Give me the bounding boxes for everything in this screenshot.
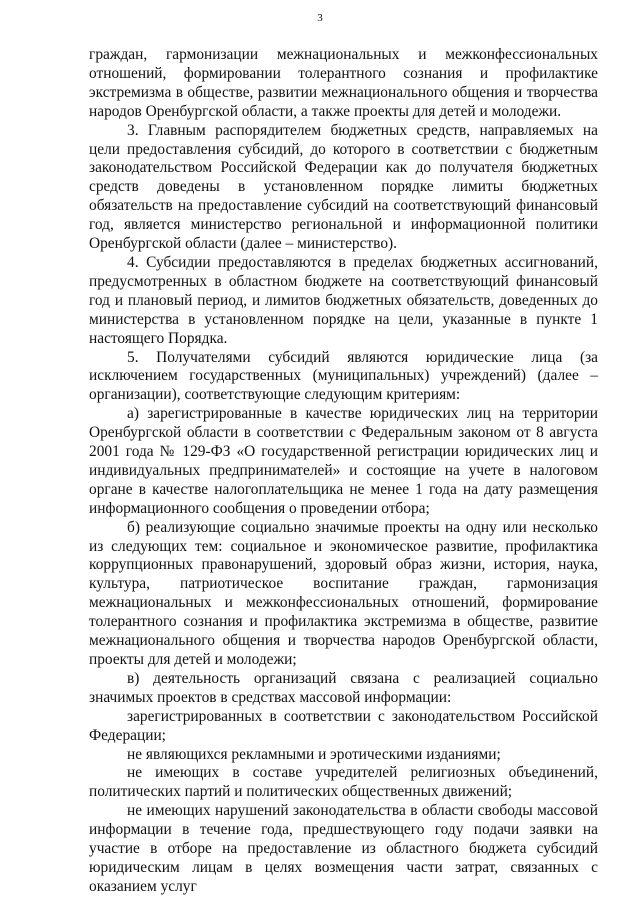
paragraph-subitem-v: в) деятельность организаций связана с реализацией социально значимых проектов в средствах массовой информации: bbox=[89, 669, 598, 706]
paragraph-item-5: 5. Получателями субсидий являются юридические лица (за исключением государственных (муниципальных) учреждений) (далее – организации), соответствующие следующим критериям: bbox=[89, 348, 598, 404]
paragraph-media-not-advertising: не являющихся рекламными и эротическими изданиями; bbox=[127, 745, 501, 763]
paragraph-continuation: граждан, гармонизации межнациональных и межконфессиональных отношений, формировании толерантного сознания и профилактике экстремизма в обществе, развитии межнационального общения и творчества народов Оренбургской области, а также проекты для детей и молодежи. bbox=[89, 46, 598, 120]
document-body bbox=[89, 46, 598, 897]
page-number: 3 bbox=[317, 12, 323, 24]
paragraph-media-no-violations: не имеющих нарушений законодательства в области свободы массовой информации в течение года, предшествующего году подачи заявки на участие в отборе на предоставление из областного бюджета субсидий юридическим лицам в целях возмещения части затрат, связанных с оказанием услуг bbox=[89, 802, 598, 895]
paragraph-media-no-religious-founders: не имеющих в составе учредителей религиозных объединений, политических партий и политических общественных движений; bbox=[89, 764, 598, 801]
paragraph-subitem-a: а) зарегистрированные в качестве юридических лиц на территории Оренбургской области в соответствии с Федеральным законом от 8 августа 2001 года № 129-ФЗ «О государственной регистрации юридических лиц и индивидуальных предпринимателей» и состоящие на учете в налоговом органе в качестве налогоплательщика не менее 1 года на дату размещения информационного сообщения о проведении отбора; bbox=[89, 405, 598, 517]
paragraph-media-registered: зарегистрированных в соответствии с законодательством Российской Федерации; bbox=[89, 707, 598, 744]
paragraph-subitem-b: б) реализующие социально значимые проекты на одну или несколько из следующих тем: социальное и экономическое развитие, профилактика коррупционных правонарушений, здоровый образ жизни, история, наука, культура, патриотическое воспитание граждан, гармонизация межнациональных и межконфессиональных отношений, формирование толерантного сознания и профилактика экстремизма в обществе, развитие межнационального общения и творчества народов Оренбургской области, проекты для детей и молодежи; bbox=[89, 518, 598, 668]
paragraph-item-3: 3. Главным распорядителем бюджетных средств, направляемых на цели предоставления субсидий, до которого в соответствии с бюджетным законодательством Российской Федерации как до получателя бюджетных средств доведены в установленном порядке лимиты бюджетных обязательств на предоставление субсидий на соответствующий финансовый год, является министерство региональной и информационной политики Оренбургской области (далее – министерство). bbox=[89, 121, 598, 253]
paragraph-item-4: 4. Субсидии предоставляются в пределах бюджетных ассигнований, предусмотренных в областном бюджете на соответствующий финансовый год и плановый период, и лимитов бюджетных обязательств, доведенных до министерства в установленном порядке на цели, указанные в пункте 1 настоящего Порядка. bbox=[89, 253, 598, 347]
